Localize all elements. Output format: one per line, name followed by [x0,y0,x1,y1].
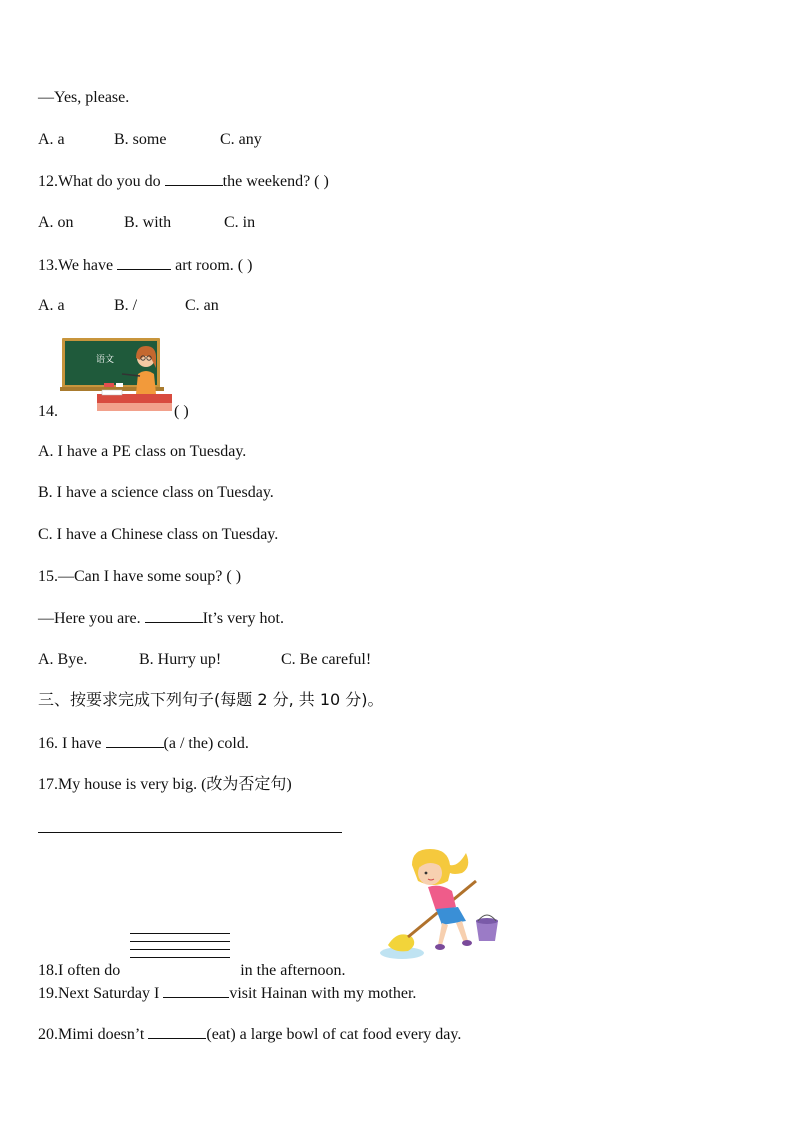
q14-number: 14. [38,403,58,420]
q13-answer-paren[interactable]: ( ) [237,257,253,274]
q16-text-pre: I have [62,735,102,752]
q15-reply-pre: —Here you are. [38,610,141,627]
q11-option-b[interactable]: B. some [114,131,167,148]
q18-text-post: in the afternoon. [240,962,346,979]
q17-number: 17. [38,776,58,793]
q13-number: 13. [38,257,58,274]
q15-number: 15. [38,568,58,585]
q15 [38,567,241,587]
q20-blank[interactable] [148,1024,206,1039]
blackboard-subject-label: 语文 [96,355,115,365]
q19 [38,983,416,1004]
q19-blank[interactable] [163,983,229,998]
q18-number: 18. [38,962,58,979]
q13-option-a[interactable]: A. a [38,297,65,314]
q19-text-pre: Next Saturday I [58,985,160,1002]
q19-text-post: visit Hainan with my mother. [229,985,417,1002]
q12-option-a[interactable]: A. on [38,214,74,231]
q12-options [38,213,255,233]
q20-number: 20. [38,1026,58,1043]
q15-reply [38,608,284,629]
q17-text: My house is very big. (改为否定句) [58,776,292,793]
q11-option-a[interactable]: A. a [38,131,65,148]
q14-option-a[interactable]: A. I have a PE class on Tuesday. [38,443,247,460]
q13-options [38,296,219,316]
q15-option-b[interactable]: B. Hurry up! [139,651,222,668]
q16 [38,733,249,754]
q11-option-c[interactable]: C. any [220,131,262,148]
q13-option-c[interactable]: C. an [185,297,219,314]
q15-reply-post: It’s very hot. [202,610,284,627]
q14 [38,402,189,422]
q15-blank[interactable] [145,608,203,623]
q13 [38,255,252,276]
q12-answer-paren[interactable]: ( ) [314,173,329,190]
q12-text-post: the weekend? [222,173,311,190]
q18-writing-lines[interactable] [130,947,230,977]
q20 [38,1024,461,1045]
q16-number: 16. [38,735,58,752]
q13-blank[interactable] [117,255,171,270]
q15-option-c[interactable]: C. Be careful! [281,651,372,668]
q12-number: 12. [38,173,58,190]
q19-number: 19. [38,985,58,1002]
q11-reply: —Yes, please. [38,89,130,106]
girl-mopping-icon [378,845,504,963]
q14-option-b[interactable]: B. I have a science class on Tuesday. [38,484,274,501]
q15-answer-paren[interactable]: ( ) [226,568,242,585]
q13-text-post: art room. [175,257,234,274]
q12-text-pre: What do you do [58,173,161,190]
q20-text-pre: Mimi doesn’t [58,1026,145,1043]
q16-text-post: (a / the) cold. [163,735,249,752]
q20-text-post: (eat) a large bowl of cat food every day. [206,1026,462,1043]
q15-option-a[interactable]: A. Bye. [38,651,88,668]
q17 [38,775,292,795]
q12-option-c[interactable]: C. in [224,214,256,231]
q13-text-pre: We have [58,257,114,274]
q14-answer-paren[interactable]: ( ) [174,403,189,420]
q18-text-pre: I often do [58,962,121,979]
q15-text: —Can I have some soup? [58,568,223,585]
q18 [38,947,346,981]
q12-blank[interactable] [165,171,223,186]
q13-option-b[interactable]: B. / [114,297,138,314]
q12 [38,171,329,192]
section-three-heading: 三、按要求完成下列句子(每题 2 分, 共 10 分)。 [38,690,384,709]
q15-options [38,650,371,670]
q16-blank[interactable] [106,733,164,748]
q18-mopping-illustration [378,845,504,963]
q17-answer-line[interactable] [38,832,342,833]
q14-option-c[interactable]: C. I have a Chinese class on Tuesday. [38,526,279,543]
q11-options [38,130,262,150]
q12-option-b[interactable]: B. with [124,214,172,231]
